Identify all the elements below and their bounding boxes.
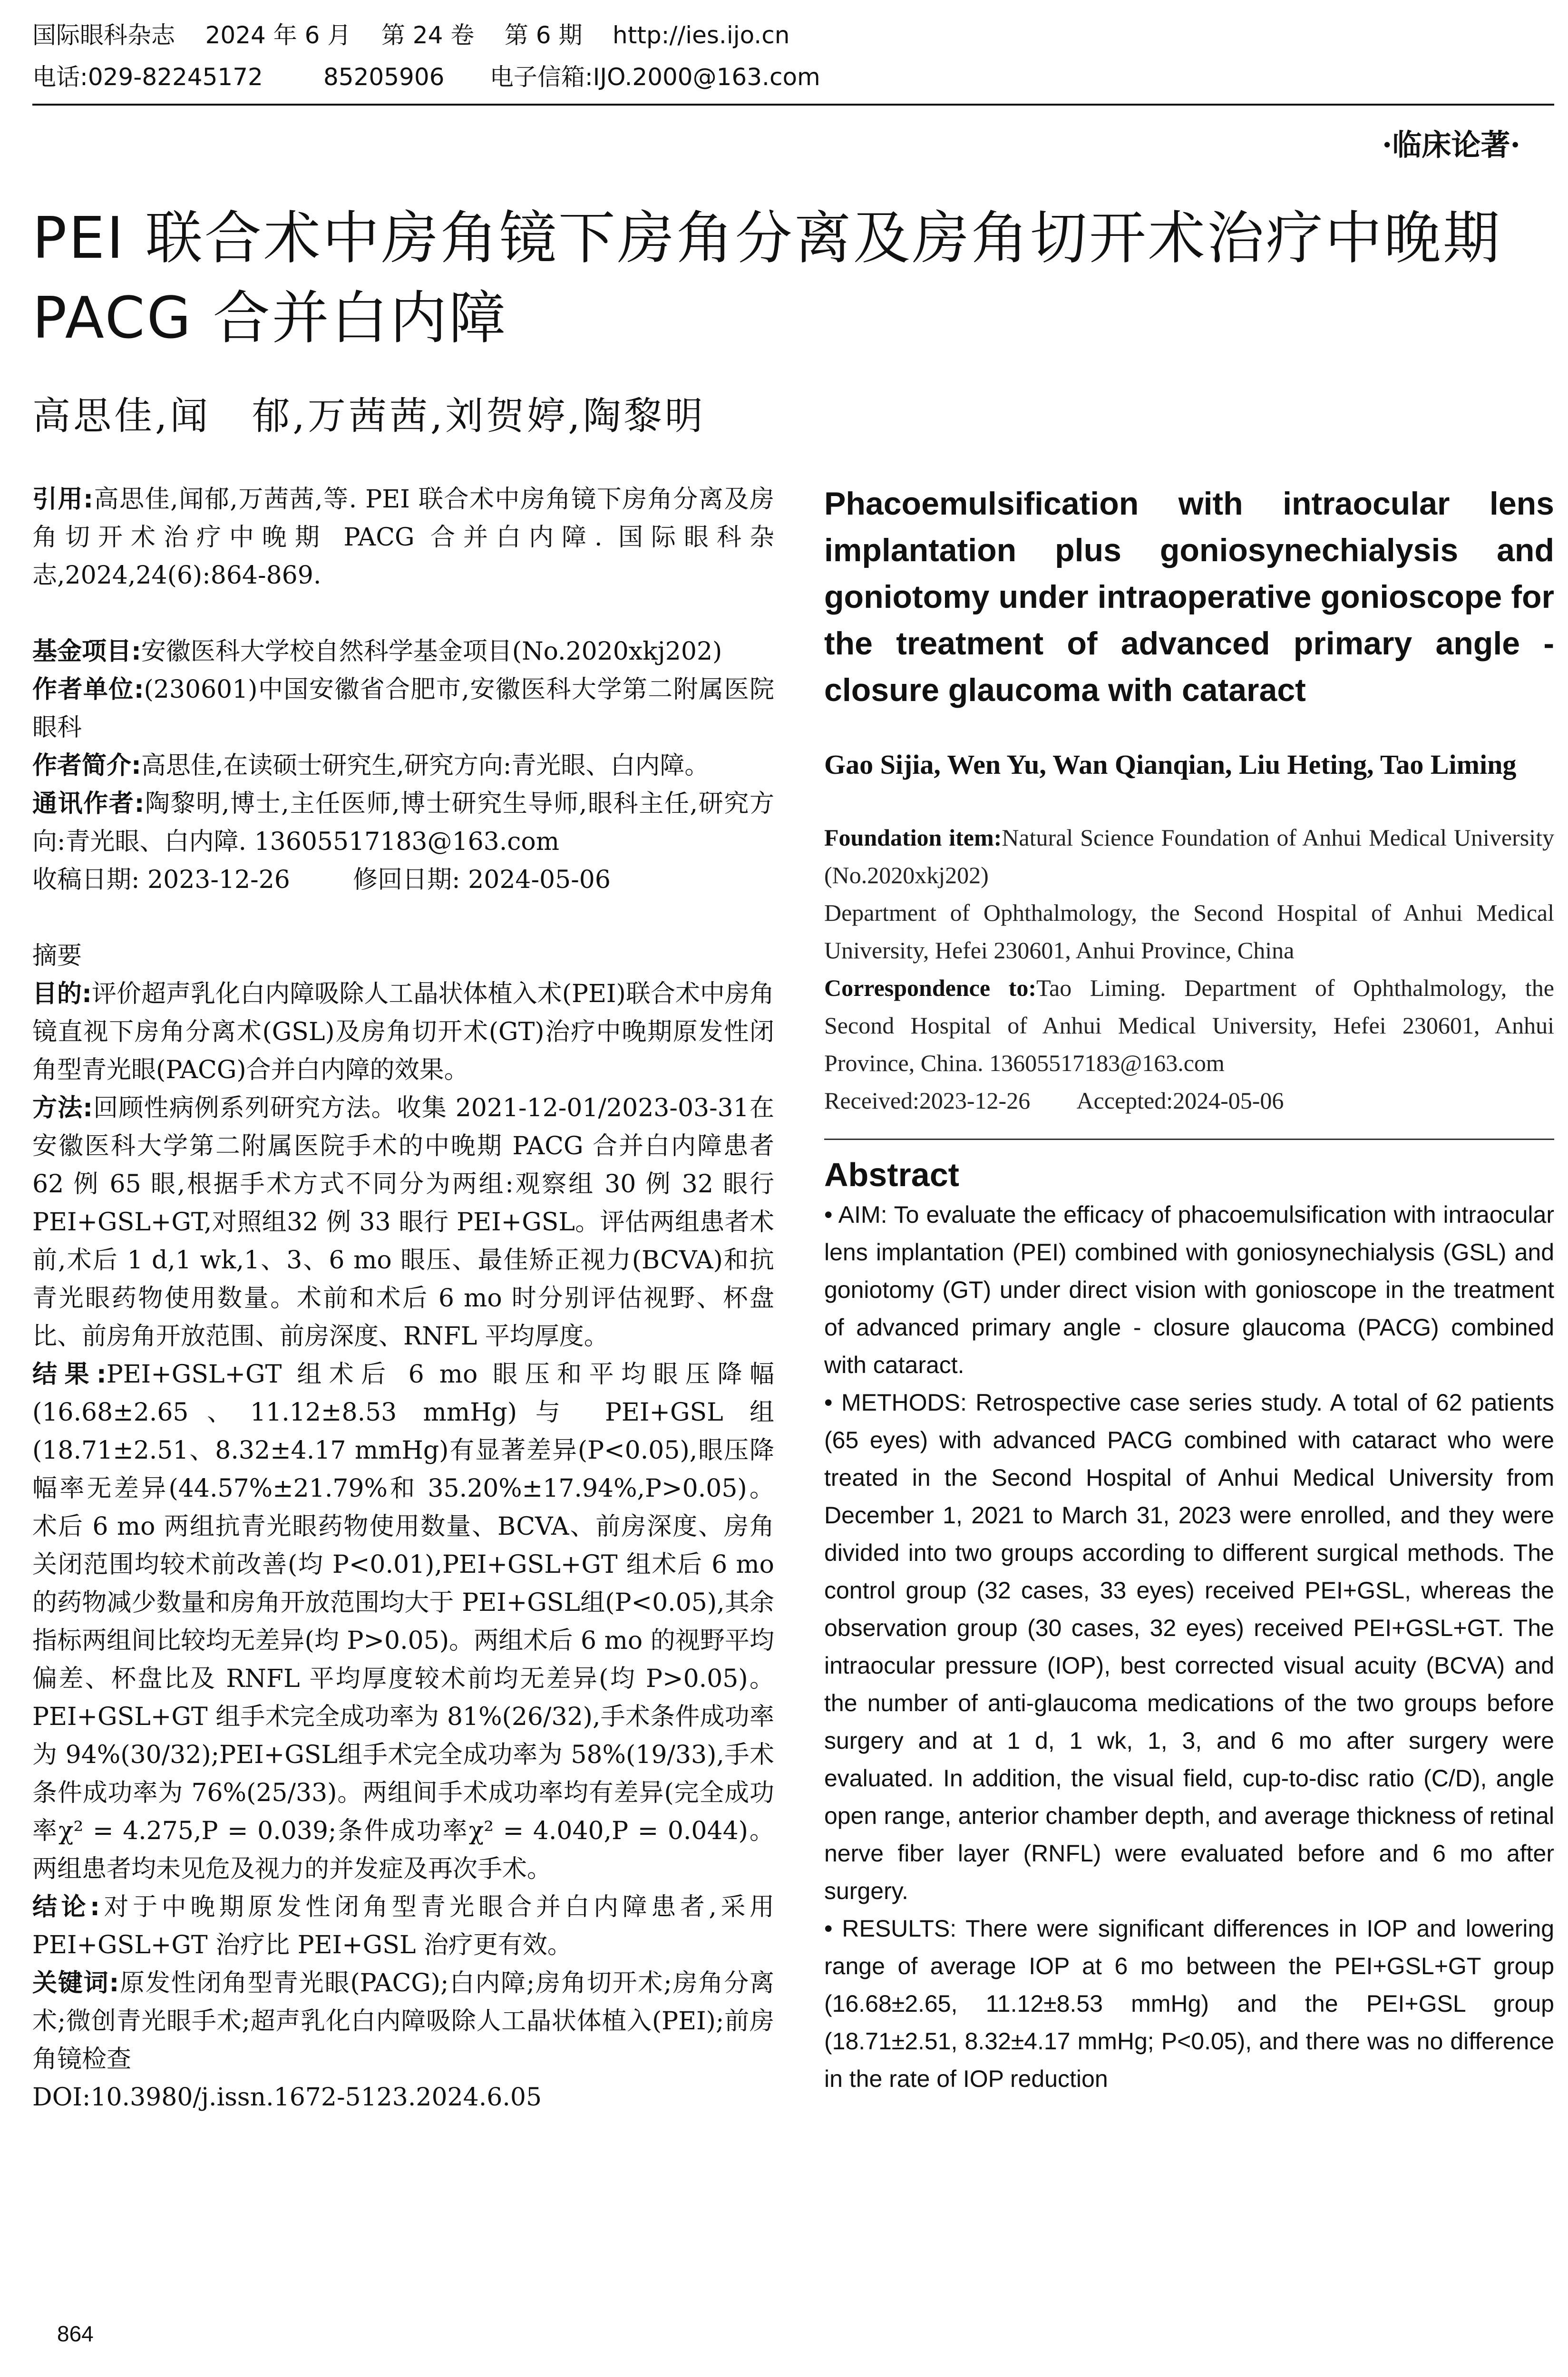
- journal-header-line2: 电话:029-82245172 85205906 电子信箱:IJO.2000@163.com: [32, 63, 820, 91]
- correspondence-text-en: Tao Liming. Department of Ophthalmology, the Second Hospital of Anhui Medical University, Hefei 230601, Anhui Province, China. 13605517183@163.com: [824, 974, 1554, 1076]
- article-authors: 高思佳,闻 郁,万茜茜,刘贺婷,陶黎明: [32, 394, 706, 438]
- unit-text: (230601)中国安徽省合肥市,安徽医科大学第二附属医院眼科: [32, 675, 775, 742]
- foundation-label-en: Foundation item:: [824, 824, 1002, 851]
- corr-label: 通讯作者:: [32, 789, 145, 818]
- aim-en: • AIM: To evaluate the efficacy of phacoemulsification with intraocular lens implantation (PEI) combined with goniosynechialysis (GSL) and goniotomy (GT) under direct vision with gonioscope in the treatment of advanced primary angle - closure glaucoma (PACG) combined with cataract.: [824, 1201, 1554, 1378]
- fund-label: 基金项目:: [32, 637, 141, 666]
- dates-en: Received:2023-12-26 Accepted:2024-05-06: [824, 1087, 1284, 1114]
- keywords-label-cn: 关键词:: [32, 1969, 119, 1997]
- citation-label: 引用:: [32, 485, 93, 514]
- bio-label: 作者简介:: [32, 751, 141, 780]
- doi: DOI:10.3980/j.issn.1672-5123.2024.6.05: [32, 2083, 542, 2112]
- methods-cn: [32, 1089, 774, 1355]
- section-tag: ·临床论著·: [1382, 127, 1520, 162]
- abstract-heading-en: Abstract: [824, 1156, 959, 1193]
- english-title: Phacoemulsification with intraocular lens implantation plus goniosynechialysis and goniotomy under intraoperative gonioscope for the treatment of advanced primary angle - closure glaucoma with cataract: [824, 486, 1554, 708]
- conclusion-text-cn: 对于中晚期原发性闭角型青光眼合并白内障患者,采用 PEI+GSL+GT 治疗比 PEI+GSL 治疗更有效。: [32, 1893, 775, 1959]
- keywords-text-cn: 原发性闭角型青光眼(PACG);白内障;房角切开术;房角分离术;微创青光眼手术;超声乳化白内障吸除人工晶状体植入(PEI);前房角镜检查: [32, 1969, 775, 2074]
- english-meta: [824, 819, 1554, 1120]
- methods-label-cn: 方法:: [32, 1094, 93, 1122]
- correspondence-label-en: Correspondence to:: [824, 974, 1036, 1001]
- citation-text: 高思佳,闻郁,万茜茜,等. PEI 联合术中房角镜下房角分离及房角切开术治疗中晚期 PACG 合并白内障. 国际眼科杂志,2024,24(6):864-869.: [32, 485, 775, 590]
- conclusion-cn: [32, 1888, 774, 1964]
- english-authors: Gao Sijia, Wen Yu, Wan Qianqian, Liu Heting, Tao Liming: [824, 749, 1517, 780]
- author-unit: [32, 671, 774, 747]
- conclusion-label-cn: 结论:: [32, 1893, 100, 1921]
- article-title: PEI 联合术中房角镜下房角分离及房角切开术治疗中晚期 PACG 合并白内障: [32, 205, 1502, 351]
- correspondence-en: [824, 969, 1554, 1082]
- citation: [32, 480, 774, 594]
- author-bio: [32, 747, 774, 785]
- aim-label-cn: 目的:: [32, 980, 92, 1008]
- results-label-cn: 结果:: [32, 1360, 107, 1389]
- journal-header-line1: 国际眼科杂志 2024 年 6 月 第 24 卷 第 6 期 http://ies.ijo.cn: [32, 21, 790, 49]
- english-column: [824, 480, 1554, 2098]
- fund-item: [32, 633, 774, 671]
- department-en: Department of Ophthalmology, the Second Hospital of Anhui Medical University, Hefei 230601, Anhui Province, China: [824, 899, 1554, 964]
- results-text-cn: PEI+GSL+GT 组术后 6 mo 眼压和平均眼压降幅(16.68±2.65、11.12±8.53 mmHg)与 PEI+GSL 组(18.71±2.51、8.32±4.17 mmHg)有显著差异(P<0.05),眼压降幅率无差异(44.57%±21.79%和 35.20%±17.94%,P>0.05)。术后 6 mo 两组抗青光眼药物使用数量、BCVA、前房深度、房角关闭范围均较术前改善(均 P<0.01),PEI+GSL+GT 组术后 6 mo 的药物减少数量和房角开放范围均大于 PEI+GSL组(P<0.05),其余指标两组间比较均无差异(均 P>0.05)。两组术后 6 mo 的视野平均偏差、杯盘比及 RNFL 平均厚度较术前均无差异(均 P>0.05)。PEI+GSL+GT 组手术完全成功率为 81%(26/32),手术条件成功率为 94%(30/32);PEI+GSL组手术完全成功率为 58%(19/33),手术条件成功率为 76%(25/33)。两组间手术成功率均有差异(完全成功率χ² = 4.275,P = 0.039;条件成功率χ² = 4.040,P = 0.044)。两组患者均未见危及视力的并发症及再次手术。: [32, 1360, 774, 1883]
- header-rule: [32, 104, 1554, 106]
- aim-cn: [32, 975, 774, 1089]
- page-number: 864: [57, 2321, 94, 2346]
- chinese-column: [32, 480, 774, 2116]
- abstract-body-en: [824, 1196, 1554, 2098]
- keywords-cn: [32, 1964, 774, 2078]
- unit-label: 作者单位:: [32, 675, 144, 704]
- aim-text-cn: 评价超声乳化白内障吸除人工晶状体植入术(PEI)联合术中房角镜直视下房角分离术(GSL)及房角切开术(GT)治疗中晚期原发性闭角型青光眼(PACG)合并白内障的效果。: [32, 980, 774, 1084]
- methods-text-cn: 回顾性病例系列研究方法。收集 2021-12-01/2023-03-31在安徽医科大学第二附属医院手术的中晚期 PACG 合并白内障患者 62 例 65 眼,根据手术方式不同分为两组:观察组 30 例 32 眼行 PEI+GSL+GT,对照组32 例 33 眼行 PEI+GSL。评估两组患者术前,术后 1 d,1 wk,1、3、6 mo 眼压、最佳矫正视力(BCVA)和抗青光眼药物使用数量。术前和术后 6 mo 时分别评估视野、杯盘比、前房角开放范围、前房深度、RNFL 平均厚度。: [32, 1094, 774, 1351]
- corr-text: 陶黎明,博士,主任医师,博士研究生导师,眼科主任,研究方向:青光眼、白内障. 13605517183@163.com: [32, 789, 775, 856]
- foundation-text-en: Natural Science Foundation of Anhui Medical University (No.2020xkj202): [824, 824, 1554, 888]
- results-cn: [32, 1355, 774, 1888]
- foundation-en: [824, 819, 1554, 894]
- corresponding-author: [32, 785, 774, 861]
- abstract-heading-cn: 摘要: [32, 942, 82, 970]
- bio-text: 高思佳,在读硕士研究生,研究方向:青光眼、白内障。: [141, 751, 710, 780]
- methods-en: • METHODS: Retrospective case series study. A total of 62 patients (65 eyes) with advanced PACG combined with cataract who were treated in the Second Hospital of Anhui Medical University from December 1, 2021 to March 31, 2023 were enrolled, and they were divided into two groups according to different surgical methods. The control group (32 cases, 33 eyes) received PEI+GSL, whereas the observation group (30 cases, 32 eyes) received PEI+GSL+GT. The intraocular pressure (IOP), best corrected visual acuity (BCVA) and the number of anti-glaucoma medications of the two groups before surgery and at 1 d, 1 wk, 1, 3, and 6 mo after surgery were evaluated. In addition, the visual field, cup-to-disc ratio (C/D), angle open range, anterior chamber depth, and average thickness of retinal nerve fiber layer (RNFL) were evaluated before and 6 mo after surgery.: [824, 1389, 1554, 1904]
- abstract-rule: [824, 1139, 1554, 1140]
- dates: 收稿日期: 2023-12-26 修回日期: 2024-05-06: [32, 866, 611, 894]
- results-en: • RESULTS: There were significant differences in IOP and lowering range of average IOP at 6 mo between the PEI+GSL+GT group (16.68±2.65, 11.12±8.53 mmHg) and the PEI+GSL group (18.71±2.51, 8.32±4.17 mmHg; P<0.05), and there was no difference in the rate of IOP reduction: [824, 1915, 1554, 2092]
- fund-text: 安徽医科大学校自然科学基金项目(No.2020xkj202): [141, 637, 722, 666]
